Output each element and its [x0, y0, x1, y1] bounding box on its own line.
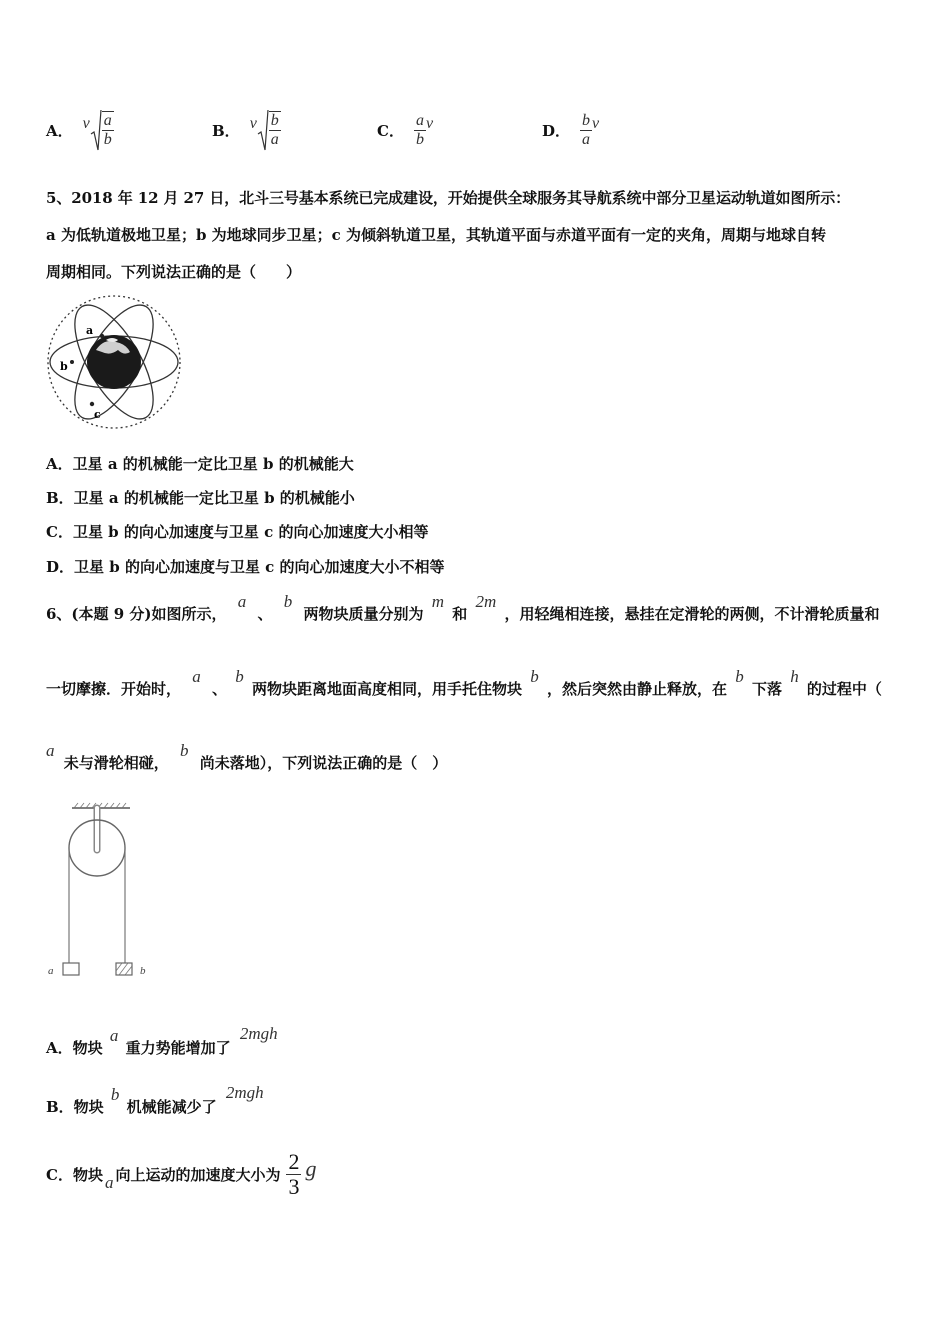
q6-opt-c-var: a [104, 1172, 114, 1192]
q6-l1-var-b: b [283, 592, 293, 611]
sqrt-icon [257, 108, 269, 152]
q6-opt-c-fraction [286, 1150, 301, 1199]
label-b: b [140, 965, 146, 977]
q4-option-b [212, 100, 281, 160]
q6-opt-b-text1: B．物块 [46, 1098, 104, 1116]
q6-l1-var-a: a [237, 592, 247, 611]
q6-opt-b-text2: 机械能减少了 [126, 1098, 217, 1116]
q6-line-3 [46, 741, 448, 773]
q6-l2-var-b: b [235, 667, 244, 686]
q6-line-1 [46, 592, 880, 624]
q6-opt-a-var: a [109, 1026, 119, 1045]
q4-option-d-var: v [592, 115, 600, 132]
q4-option-d [542, 100, 599, 160]
label-c: c [94, 408, 101, 421]
q6-opt-c-den: 3 [288, 1174, 300, 1199]
q5-option-d: D．卫星 b 的向心加速度与卫星 c 的向心加速度大小不相等 [46, 558, 445, 576]
q6-l2-text-a: 一切摩擦．开始时， [46, 680, 182, 698]
label-a: a [86, 324, 94, 337]
q6-l2-var-b2: b [530, 667, 539, 686]
q6-option-c [46, 1150, 316, 1199]
q4-option-d-label: D． [542, 121, 571, 140]
q6-opt-c-num: 2 [288, 1149, 300, 1174]
q6-l2-var-a: a [192, 667, 201, 686]
q4-option-b-den: a [270, 131, 279, 148]
q4-option-a [46, 100, 114, 160]
q6-l1-text-b: 两物块质量分别为 [303, 605, 424, 623]
q4-option-a-sqrt [90, 108, 114, 152]
q6-l3-text-a: 未与滑轮相碰， [63, 754, 169, 772]
q4-option-a-num: a [103, 112, 112, 129]
q6-opt-b-var: b [110, 1085, 120, 1104]
q5-option-c: C．卫星 b 的向心加速度与卫星 c 的向心加速度大小相等 [46, 523, 429, 541]
q5-line-1: 5、2018 年 12 月 27 日，北斗三号基本系统已完成建设，开始提供全球服务其导航系统中部分卫星运动轨道如图所示： [46, 189, 851, 207]
q6-l2-text-c: ，然后突然由静止释放，在 [546, 680, 727, 698]
q4-option-a-var: v [82, 115, 90, 132]
q6-l3-var-b: b [179, 741, 189, 760]
q6-line-2 [46, 667, 882, 699]
q4-option-b-var: v [249, 115, 257, 132]
q5-option-b: B．卫星 a 的机械能一定比卫星 b 的机械能小 [46, 489, 355, 507]
q4-option-d-num: b [582, 111, 591, 129]
q4-option-a-den: b [103, 131, 112, 148]
label-a: a [48, 965, 54, 977]
q6-l1-and: 和 [452, 605, 468, 623]
q4-option-b-sqrt [257, 108, 281, 152]
q6-opt-c-text1: C．物块 [46, 1166, 103, 1184]
q6-l2-text-b: 两物块距离地面高度相同，用手托住物块 [251, 680, 522, 698]
q6-opt-c-g: g [305, 1155, 317, 1181]
q4-option-c-den: b [415, 130, 424, 148]
q6-l3-var-a: a [46, 741, 55, 760]
q6-l2-var-b3: b [735, 667, 744, 686]
q5-line-2: a 为低轨道极地卫星；b 为地球同步卫星；c 为倾斜轨道卫星，其轨道平面与赤道平面有一定的夹角，周期与地球自转 [46, 226, 827, 244]
q6-l2-var-h: h [790, 667, 799, 686]
label-b: b [60, 360, 68, 373]
q5-orbit-figure [44, 292, 184, 432]
q6-opt-b-math: 2mgh [225, 1083, 264, 1102]
q6-l1-sep: 、 [257, 605, 273, 623]
q6-opt-a-text2: 重力势能增加了 [125, 1039, 231, 1057]
q6-l2-sep: 、 [211, 680, 227, 698]
q4-option-c-var: v [425, 115, 434, 132]
q4-option-c [377, 100, 433, 160]
q4-option-d-den: a [582, 130, 591, 148]
q6-l1-text-c: ，用轻绳相连接，悬挂在定滑轮的两侧，不计滑轮质量和 [504, 605, 880, 623]
q4-option-c-num: a [415, 111, 424, 129]
sqrt-icon [90, 108, 102, 152]
q6-l1-var-2m: 2m [475, 592, 497, 611]
q6-opt-c-text2: 向上运动的加速度大小为 [115, 1166, 281, 1184]
q4-option-c-label: C． [377, 121, 404, 140]
q4-option-b-num: b [270, 112, 279, 129]
q6-pulley-figure [44, 800, 164, 985]
q6-l3-text-b: 尚未落地），下列说法正确的是（ ） [199, 754, 448, 772]
q4-options-row [46, 100, 906, 160]
q6-l2-text-e: 的过程中（ [806, 680, 882, 698]
q6-l2-text-d: 下落 [751, 680, 782, 698]
q6-option-b [46, 1083, 264, 1117]
q6-opt-a-math: 2mgh [239, 1024, 278, 1043]
q5-line-3: 周期相同。下列说法正确的是（ ） [46, 263, 302, 281]
q6-l1-text-a: 6、(本题 9 分)如图所示， [46, 605, 227, 623]
q6-opt-a-text1: A．物块 [46, 1039, 103, 1057]
block-a [63, 963, 79, 975]
q5-option-a: A．卫星 a 的机械能一定比卫星 b 的机械能大 [46, 455, 354, 473]
q6-l1-var-m: m [431, 592, 444, 611]
q4-option-b-label: B． [212, 121, 240, 140]
q6-option-a [46, 1024, 278, 1058]
q4-option-a-label: A． [46, 121, 73, 140]
